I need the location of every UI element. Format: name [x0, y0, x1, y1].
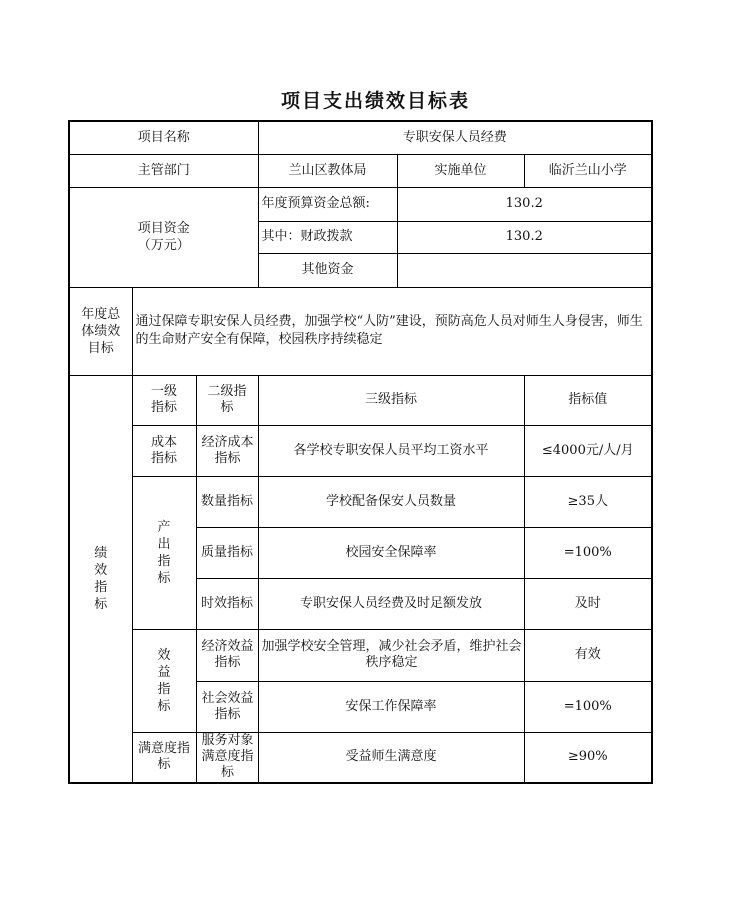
header-l1-text: 一级指标	[150, 384, 177, 415]
cost-l3: 各学校专职安保人员平均工资水平	[258, 425, 524, 476]
benefit-l2-0-text: 经济效益指标	[201, 639, 254, 670]
project-name-value: 专职安保人员经费	[258, 121, 652, 154]
row-output-quantity	[69, 476, 652, 527]
page-title: 项目支出绩效目标表	[280, 90, 470, 112]
satisfaction-l1-text: 满意度指标	[137, 741, 190, 773]
output-l1	[132, 476, 196, 629]
output-value-2: 及时	[524, 578, 652, 629]
dept-label: 主管部门	[69, 154, 258, 187]
row-funds-total	[69, 187, 652, 221]
header-l2-text: 二级指标	[207, 384, 247, 415]
benefit-value-0: 有效	[524, 629, 652, 681]
annual-goal-text: 通过保障专职安保人员经费，加强学校“人防”建设，预防高危人员对师生人身侵害，师生的生命财产安全有保障，校园秩序持续稳定	[132, 287, 652, 375]
dept-value: 兰山区教体局	[258, 154, 397, 187]
funds-total-value: 130.2	[397, 187, 652, 221]
cost-l1	[132, 425, 196, 476]
annual-goal-label-text: 年度总体绩效目标	[81, 306, 121, 356]
row-project-name	[69, 121, 652, 154]
satisfaction-value: ≥90%	[524, 732, 652, 783]
satisfaction-l2	[196, 732, 258, 783]
annual-goal-label	[69, 287, 132, 375]
cost-value: ≤4000元/人/月	[524, 425, 652, 476]
output-l2-0: 数量指标	[196, 476, 258, 527]
impl-unit-value: 临沂兰山小学	[524, 154, 652, 187]
funds-fiscal-label: 其中：财政拨款	[258, 221, 397, 253]
output-l2-1: 质量指标	[196, 527, 258, 578]
benefit-l2-1	[196, 681, 258, 732]
cost-l2-text: 经济成本指标	[201, 434, 254, 466]
benefit-l1-text: 效益指标	[157, 647, 171, 714]
funds-total-label: 年度预算资金总额:	[258, 187, 397, 221]
satisfaction-l3: 受益师生满意度	[258, 732, 524, 783]
perf-label-text: 绩效指标	[94, 545, 108, 612]
output-l1-text: 产出指标	[157, 519, 171, 586]
funds-other-value	[397, 253, 652, 287]
satisfaction-l2-text: 服务对象满意度指标	[201, 733, 254, 781]
row-satisfaction	[69, 732, 652, 783]
benefit-l3-1: 安保工作保障率	[258, 681, 524, 732]
output-l3-0: 学校配备保安人员数量	[258, 476, 524, 527]
performance-table	[68, 120, 653, 784]
row-cost	[69, 425, 652, 476]
funds-other-label: 其他资金	[258, 253, 397, 287]
benefit-l1	[132, 629, 196, 732]
header-l3: 三级指标	[258, 375, 524, 425]
project-name-label: 项目名称	[69, 121, 258, 154]
impl-unit-label: 实施单位	[397, 154, 524, 187]
output-l3-1: 校园安全保障率	[258, 527, 524, 578]
output-value-0: ≥35人	[524, 476, 652, 527]
benefit-l2-0	[196, 629, 258, 681]
funds-fiscal-value: 130.2	[397, 221, 652, 253]
output-l3-2: 专职安保人员经费及时足额发放	[258, 578, 524, 629]
satisfaction-l1	[132, 732, 196, 783]
cost-l2	[196, 425, 258, 476]
output-l2-2: 时效指标	[196, 578, 258, 629]
benefit-l2-1-text: 社会效益指标	[201, 690, 254, 722]
benefit-l3-0	[258, 629, 524, 681]
benefit-l3-0-text: 加强学校安全管理，减少社会矛盾，维护社会秩序稳定	[261, 639, 522, 670]
benefit-value-1: =100%	[524, 681, 652, 732]
cost-l1-text: 成本指标	[150, 434, 177, 466]
header-l1	[132, 375, 196, 425]
header-value: 指标值	[524, 375, 652, 425]
row-annual-goal	[69, 287, 652, 375]
output-value-1: =100%	[524, 527, 652, 578]
header-l2	[196, 375, 258, 425]
row-indicator-headers	[69, 375, 652, 425]
funds-label-text: 项目资金（万元）	[137, 221, 190, 253]
funds-label	[69, 187, 258, 287]
row-benefit-economic	[69, 629, 652, 681]
perf-label	[69, 375, 132, 783]
row-department	[69, 154, 652, 187]
